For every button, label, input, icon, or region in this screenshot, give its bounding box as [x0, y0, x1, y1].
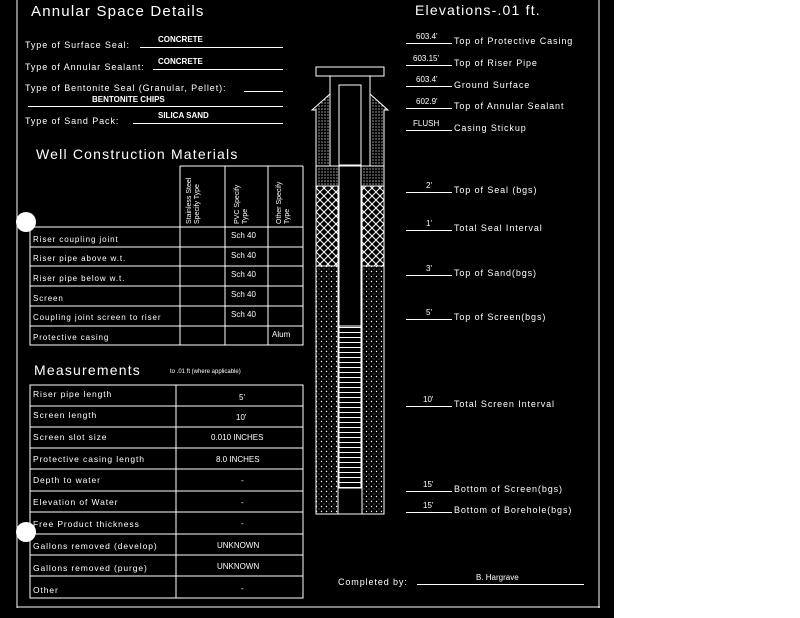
annular-sealant-underline	[153, 69, 283, 70]
bentonite-label: Type of Bentonite Seal (Granular, Pellet):	[25, 83, 227, 93]
measurement-label: Elevation of Water	[33, 497, 119, 507]
materials-row-label: Coupling joint screen to riser	[33, 313, 162, 322]
elevation-value: 603.15'	[413, 54, 439, 63]
depth-label: Total Seal Interval	[454, 223, 543, 233]
depth-value: 10'	[423, 395, 434, 404]
materials-row-pvc: Sch 40	[231, 290, 256, 299]
materials-row-pvc: Sch 40	[231, 270, 256, 279]
col-header-stainless: Stainless Steel Specify Type	[186, 177, 201, 224]
measurement-value: -	[241, 519, 244, 528]
elevation-label: Top of Riser Pipe	[454, 58, 538, 68]
bentonite-value-underline	[28, 106, 283, 107]
surface-seal-value: CONCRETE	[158, 35, 203, 44]
measurements-title: Measurements	[34, 362, 141, 378]
depth-value: 3'	[426, 264, 432, 273]
elevation-value: 603.4'	[416, 75, 438, 84]
surface-seal-underline	[140, 47, 283, 48]
measurement-label: Riser pipe length	[33, 389, 113, 399]
measurement-value: 0.010 INCHES	[211, 433, 264, 442]
measurement-value: UNKNOWN	[217, 541, 260, 550]
depth-value: 15'	[423, 501, 434, 510]
elevation-underline	[406, 65, 452, 66]
elevation-label: Ground Surface	[454, 80, 531, 90]
elevation-label: Top of Protective Casing	[454, 36, 574, 46]
materials-row-pvc: Sch 40	[231, 231, 256, 240]
completed-by-value: B. Hargrave	[476, 573, 519, 582]
depth-underline	[406, 512, 452, 513]
annular-sealant-label: Type of Annular Sealant:	[25, 62, 145, 72]
surface-seal-label: Type of Surface Seal:	[25, 40, 130, 50]
measurement-label: Depth to water	[33, 475, 101, 485]
depth-underline	[406, 491, 452, 492]
bentonite-underline	[244, 91, 283, 92]
elevations-title: Elevations-.01 ft.	[415, 2, 541, 18]
measurement-label: Screen length	[33, 410, 98, 420]
elevation-label: Casing Stickup	[454, 123, 527, 133]
elevation-value: FLUSH	[413, 119, 440, 128]
measurement-label: Gallons removed (purge)	[33, 563, 148, 573]
measurement-value: 5'	[239, 393, 245, 402]
depth-value: 15'	[423, 480, 434, 489]
depth-value: 5'	[426, 308, 432, 317]
materials-row-label: Screen	[33, 294, 64, 303]
measurement-label: Protective casing length	[33, 454, 145, 464]
depth-underline	[406, 230, 452, 231]
depth-label: Bottom of Screen(bgs)	[454, 484, 563, 494]
depth-underline	[406, 319, 452, 320]
measurement-value: -	[241, 498, 244, 507]
sand-pack-value: SILICA SAND	[158, 111, 209, 120]
elevation-underline	[406, 130, 452, 131]
elevation-value: 603.4'	[416, 32, 438, 41]
measurement-label: Other	[33, 585, 59, 595]
elevation-underline	[406, 108, 452, 109]
depth-underline	[406, 275, 452, 276]
depth-value: 2'	[426, 181, 432, 190]
col-header-other: Other Specify Type	[276, 181, 291, 224]
materials-row-label: Protective casing	[33, 333, 110, 342]
completed-by-label: Completed by:	[338, 577, 408, 587]
depth-label: Bottom of Borehole(bgs)	[454, 505, 573, 515]
materials-row-label: Riser pipe above w.t.	[33, 254, 127, 263]
depth-label: Top of Sand(bgs)	[454, 268, 537, 278]
measurement-label: Screen slot size	[33, 432, 108, 442]
materials-row-pvc: Sch 40	[231, 251, 256, 260]
col-header-pvc: PVC Specify Type	[234, 184, 249, 224]
materials-row-label: Riser pipe below w.t.	[33, 274, 126, 283]
elevation-underline	[406, 86, 452, 87]
measurement-value: 8.0 INCHES	[216, 455, 260, 464]
depth-value: 1'	[426, 219, 432, 228]
measurement-value: 10'	[236, 413, 247, 422]
elevation-underline	[406, 43, 452, 44]
measurement-value: -	[241, 584, 244, 593]
sand-pack-label: Type of Sand Pack:	[25, 116, 120, 126]
measurement-label: Free Product thickness	[33, 519, 140, 529]
depth-label: Total Screen Interval	[454, 399, 555, 409]
measurement-label: Gallons removed (develop)	[33, 541, 158, 551]
measurement-value: -	[241, 476, 244, 485]
completed-by-underline	[417, 584, 584, 585]
materials-row-pvc: Sch 40	[231, 310, 256, 319]
materials-title: Well Construction Materials	[36, 146, 239, 162]
annular-sealant-value: CONCRETE	[158, 57, 203, 66]
materials-row-other: Alum	[272, 330, 291, 339]
measurement-value: UNKNOWN	[217, 562, 260, 571]
sand-pack-underline	[133, 123, 283, 124]
depth-underline	[406, 192, 452, 193]
elevation-label: Top of Annular Sealant	[454, 101, 565, 111]
measurements-note: to .01 ft (where applicable)	[170, 369, 241, 375]
bentonite-value: BENTONITE CHIPS	[92, 95, 165, 104]
depth-label: Top of Screen(bgs)	[454, 312, 547, 322]
depth-underline	[406, 406, 452, 407]
elevation-value: 602.9'	[416, 97, 438, 106]
annular-title: Annular Space Details	[31, 3, 205, 20]
materials-row-label: Riser coupling joint	[33, 235, 119, 244]
depth-label: Top of Seal (bgs)	[454, 185, 538, 195]
